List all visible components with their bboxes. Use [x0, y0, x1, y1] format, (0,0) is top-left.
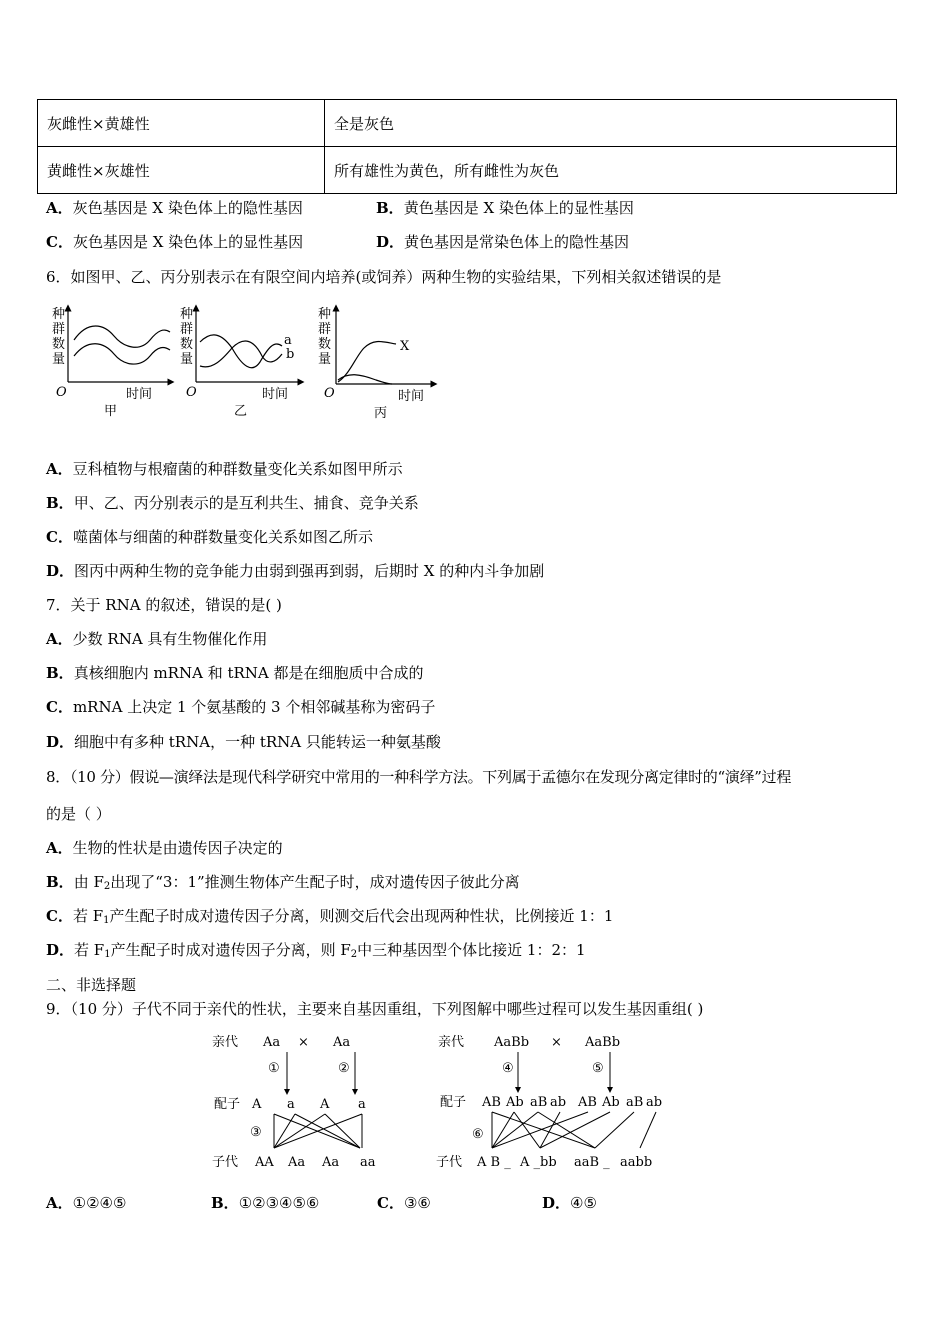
table-cell-result: 所有雄性为黄色，所有雌性为灰色: [325, 147, 897, 194]
graph-jia: [52, 307, 171, 419]
gamete-label: 配子: [214, 1097, 241, 1112]
q9-option-a: [46, 1193, 126, 1213]
section-title: 二、非选择题: [46, 976, 137, 994]
cross-result-table: [37, 99, 897, 194]
option-label: B．: [211, 1194, 239, 1212]
option-label: A．: [46, 1194, 73, 1212]
graph-yi: [180, 307, 301, 419]
subscript: 1: [104, 949, 111, 960]
origin-label: O: [324, 386, 335, 401]
q6-option-d: [46, 561, 544, 581]
option-label: A．: [46, 630, 73, 648]
q8-option-d: [46, 940, 586, 960]
offspring-genotype: A _bb: [520, 1155, 557, 1170]
q5-option-a: [46, 198, 303, 218]
step-number: ②: [338, 1061, 350, 1076]
option-text: ③⑥: [403, 1194, 431, 1212]
offspring-genotype: aabb: [620, 1155, 653, 1170]
option-text: 甲、乙、丙分别表示的是互利共生、捕食、竞争关系: [73, 494, 419, 512]
q7-option-b: [46, 663, 424, 683]
option-label: A．: [46, 460, 73, 478]
option-label: C．: [46, 698, 73, 716]
parent-genotype: AaBb: [494, 1035, 530, 1050]
y-label-char: 群: [318, 322, 332, 337]
q5-option-d: [376, 232, 629, 252]
option-label: A．: [46, 199, 73, 217]
q9-option-c: [377, 1193, 431, 1213]
step-number: ①: [268, 1061, 280, 1076]
option-label: D．: [376, 233, 405, 251]
graph-bing: [318, 307, 434, 421]
y-label-char: 群: [180, 322, 194, 337]
offspring-genotype: aa: [360, 1155, 376, 1170]
curve-a-label: a: [284, 333, 292, 348]
option-text: 图丙中两种生物的竞争能力由弱到强再到弱，后期时 X 的种内斗争加剧: [74, 562, 545, 580]
curve-b-label: b: [286, 347, 295, 362]
option-label: B．: [376, 199, 404, 217]
q8-stem-line2: 的是（ ）: [46, 805, 111, 823]
monohybrid-cross: [212, 1034, 376, 1170]
origin-label: O: [56, 385, 67, 400]
table-row: [38, 100, 897, 147]
y-label-char: 种: [180, 307, 194, 322]
q8-option-c: [46, 906, 613, 926]
option-text: 黄色基因是 X 染色体上的显性基因: [403, 199, 634, 217]
curve-other: [338, 375, 392, 384]
step-number: ⑤: [592, 1061, 604, 1076]
option-text: 若 F: [74, 941, 105, 959]
option-text: 灰色基因是 X 染色体上的显性基因: [72, 233, 304, 251]
option-text: 少数 RNA 具有生物催化作用: [72, 630, 268, 648]
option-text: 产生配子时成对遗传因子分离，则 F: [110, 941, 351, 959]
origin-label: O: [186, 385, 197, 400]
parent-label: 亲代: [438, 1035, 465, 1050]
fertilization-lines: [492, 1112, 656, 1148]
q6-option-a: [46, 459, 403, 479]
step-number: ③: [250, 1125, 262, 1140]
option-text: 生物的性状是由遗传因子决定的: [72, 839, 283, 857]
option-text: 真核细胞内 mRNA 和 tRNA 都是在细胞质中合成的: [73, 664, 424, 682]
option-label: B．: [46, 873, 74, 891]
option-label: C．: [46, 528, 73, 546]
offspring-genotype: aaB _: [574, 1155, 610, 1170]
parent-genotype: Aa: [263, 1035, 281, 1050]
q7-option-a: [46, 629, 267, 649]
step-number: ④: [502, 1061, 514, 1076]
x-axis-label: 时间: [398, 389, 425, 404]
gamete: a: [287, 1097, 295, 1112]
q7-option-d: [46, 732, 441, 752]
q6-option-c: [46, 527, 373, 547]
cross-sign: ×: [551, 1035, 562, 1050]
y-label-char: 量: [52, 352, 66, 367]
subscript: 1: [103, 915, 110, 926]
parent-label: 亲代: [212, 1035, 239, 1050]
gamete: AB: [482, 1095, 501, 1110]
offspring-label: 子代: [212, 1155, 239, 1170]
subscript: 2: [103, 881, 111, 892]
graph-name: 甲: [104, 404, 118, 419]
subscript: 2: [350, 949, 358, 960]
option-text: 由 F: [73, 873, 104, 891]
y-label-char: 种: [318, 307, 332, 322]
q9-option-d: [542, 1193, 597, 1213]
q8-option-a: [46, 838, 283, 858]
option-text: 豆科植物与根瘤菌的种群数量变化关系如图甲所示: [72, 460, 403, 478]
population-graphs-figure: [46, 300, 446, 425]
x-axis-label: 时间: [126, 387, 153, 402]
q5-option-b: [376, 198, 634, 218]
gamete: ab: [550, 1095, 567, 1110]
option-label: A．: [46, 839, 73, 857]
option-text: 若 F: [72, 907, 104, 925]
table-row: [38, 147, 897, 194]
table-cell-result: 全是灰色: [325, 100, 897, 147]
graph-name: 丙: [374, 406, 388, 421]
option-label: B．: [46, 494, 74, 512]
gamete: A: [252, 1097, 262, 1112]
q8-stem-line1: 8．（10 分）假说—演绎法是现代科学研究中常用的一种科学方法。下列属于孟德尔在发现分离定律时的“演绎”过程: [46, 768, 792, 786]
option-text: ④⑤: [570, 1194, 597, 1212]
option-label: C．: [46, 907, 73, 925]
gamete: AB: [578, 1095, 597, 1110]
offspring-label: 子代: [436, 1155, 463, 1170]
curve-x-label: X: [400, 339, 410, 354]
q6-option-b: [46, 493, 419, 513]
table-cell-cross: 黄雌性×灰雄性: [38, 147, 325, 194]
y-label-char: 数: [52, 337, 66, 352]
dihybrid-cross: [436, 1034, 662, 1170]
q8-option-b: [46, 872, 520, 892]
gamete: aB: [530, 1095, 548, 1110]
q7-option-c: [46, 697, 435, 717]
q7-stem: 7．关于 RNA 的叙述，错误的是( ): [46, 596, 282, 614]
option-label: D．: [46, 733, 75, 751]
y-label-char: 种: [52, 307, 66, 322]
genetic-cross-diagram: [200, 1028, 680, 1178]
graph-name: 乙: [234, 404, 248, 419]
gamete: Ab: [602, 1095, 620, 1110]
option-label: B．: [46, 664, 74, 682]
option-text: ①②④⑤: [72, 1194, 127, 1212]
option-text: 产生配子时成对遗传因子分离，则测交后代会出现两种性状，比例接近 1：1: [109, 907, 614, 925]
y-label-char: 数: [318, 337, 332, 352]
curve-upper: [74, 326, 170, 347]
gamete: a: [358, 1097, 366, 1112]
cross-sign: ×: [298, 1035, 309, 1050]
option-label: D．: [542, 1194, 571, 1212]
option-text: 出现了“3：1”推测生物体产生配子时，成对遗传因子彼此分离: [110, 873, 520, 891]
gamete: aB: [626, 1095, 644, 1110]
option-text: 灰色基因是 X 染色体上的隐性基因: [72, 199, 303, 217]
parent-genotype: AaBb: [585, 1035, 621, 1050]
option-label: D．: [46, 562, 75, 580]
y-label-char: 量: [318, 352, 332, 367]
curve-b: [200, 341, 282, 367]
option-text: mRNA 上决定 1 个氨基酸的 3 个相邻碱基称为密码子: [72, 698, 436, 716]
curve-lower: [74, 344, 170, 364]
curve-a: [200, 335, 282, 368]
q9-option-b: [211, 1193, 319, 1213]
y-label-char: 量: [180, 352, 194, 367]
option-label: C．: [46, 233, 73, 251]
option-label: C．: [377, 1194, 404, 1212]
offspring-genotype: AA: [255, 1155, 274, 1170]
gamete: Ab: [506, 1095, 524, 1110]
step-number: ⑥: [472, 1127, 484, 1142]
y-label-char: 数: [180, 337, 194, 352]
table-cell-cross: 灰雌性×黄雄性: [38, 100, 325, 147]
offspring-genotype: Aa: [288, 1155, 306, 1170]
fertilization-lines: [274, 1114, 362, 1148]
q5-option-c: [46, 232, 303, 252]
option-text: 中三种基因型个体比接近 1：2：1: [357, 941, 586, 959]
option-text: 噬菌体与细菌的种群数量变化关系如图乙所示: [72, 528, 373, 546]
option-label: D．: [46, 941, 75, 959]
offspring-genotype: A B _: [477, 1155, 511, 1170]
gamete: ab: [646, 1095, 663, 1110]
q9-stem: 9．（10 分）子代不同于亲代的性状，主要来自基因重组，下列图解中哪些过程可以发生基因重组( ): [46, 1000, 704, 1018]
y-label-char: 群: [52, 322, 66, 337]
option-text: 细胞中有多种 tRNA，一种 tRNA 只能转运一种氨基酸: [74, 733, 441, 751]
parent-genotype: Aa: [333, 1035, 351, 1050]
gamete-label: 配子: [440, 1095, 467, 1110]
offspring-genotype: Aa: [322, 1155, 340, 1170]
q6-stem: 6．如图甲、乙、丙分别表示在有限空间内培养(或饲养）两种生物的实验结果，下列相关叙述错误的是: [46, 268, 722, 286]
option-text: 黄色基因是常染色体上的隐性基因: [404, 233, 630, 251]
x-axis-label: 时间: [262, 387, 289, 402]
gamete: A: [320, 1097, 330, 1112]
option-text: ①②③④⑤⑥: [238, 1194, 320, 1212]
